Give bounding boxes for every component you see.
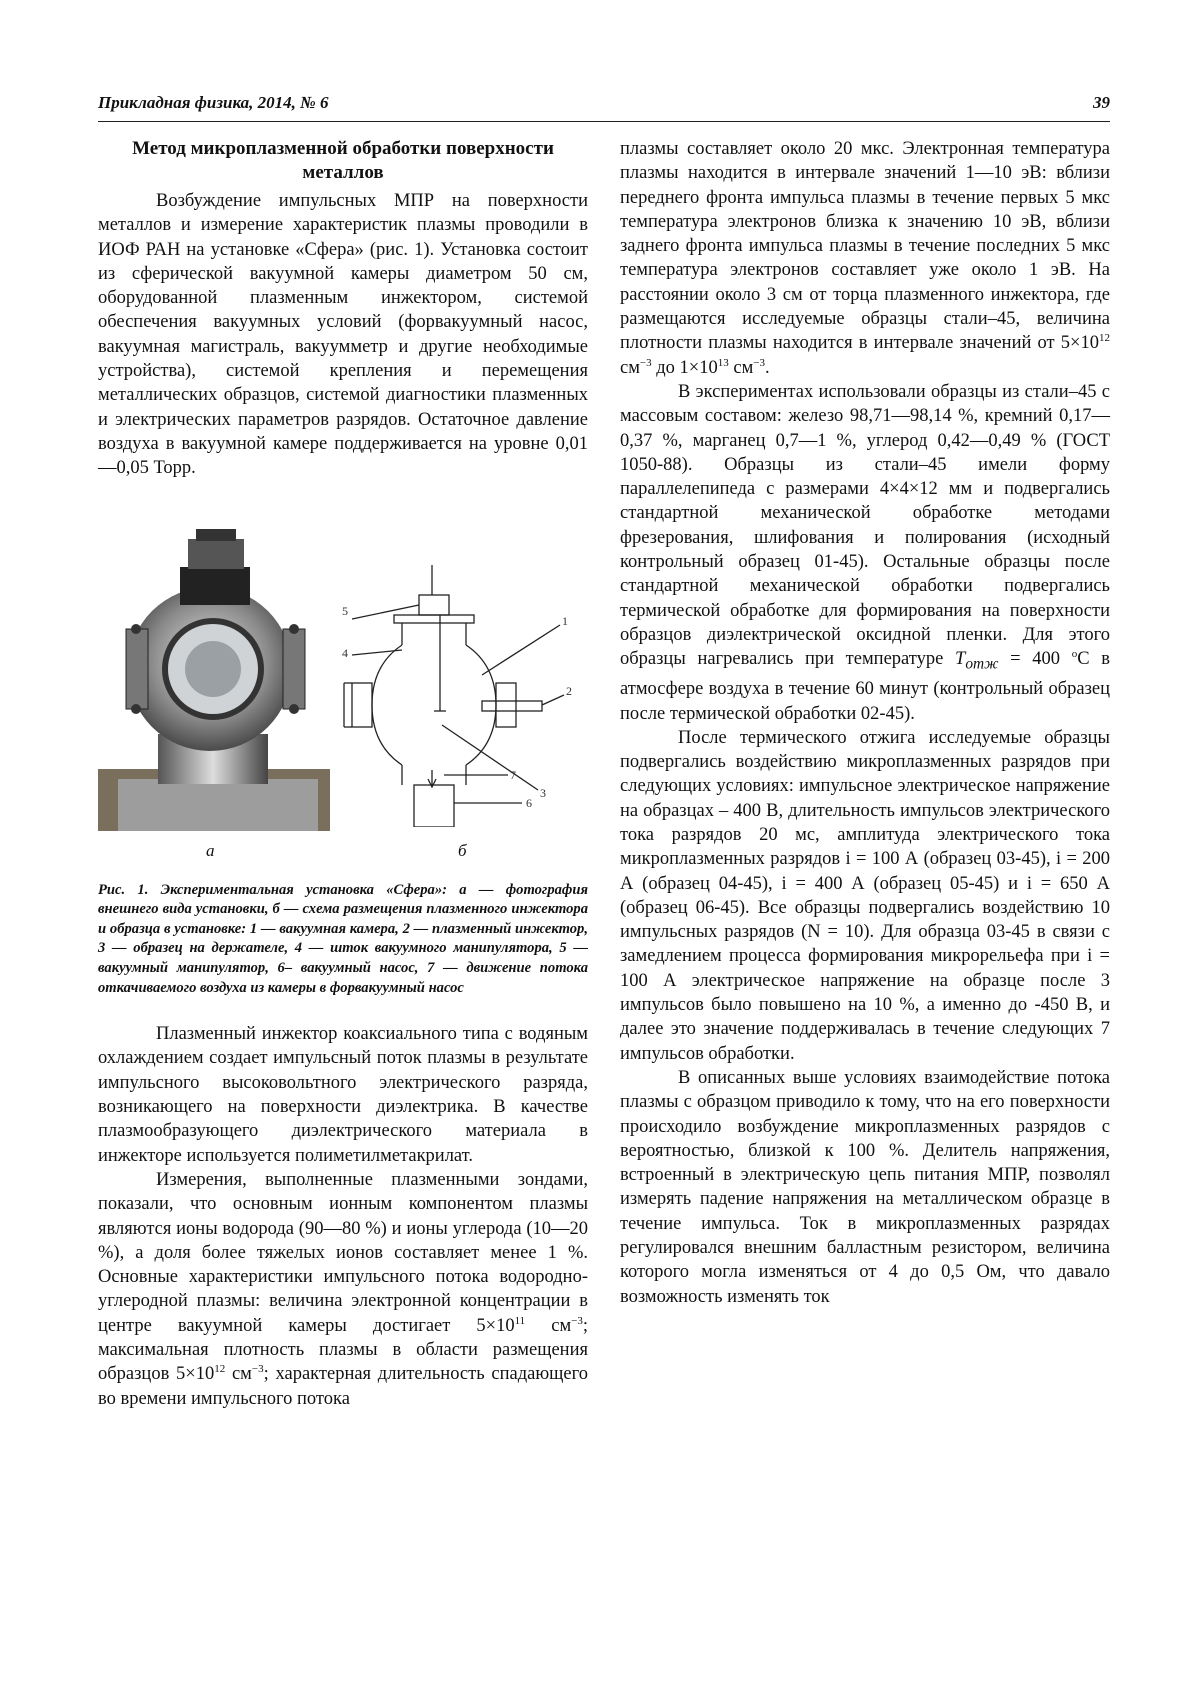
paragraph: Измерения, выполненные плазменными зондами, показали, что основным ионным компонентом плазмы являются ионы водорода (90—80 %) и ионы углерода (10—20 %), а доля более тяжелых ионов составляет менее 1 %. Основные характеристики импульсного потока водородно-углеродной плазмы: величина электронной концентрации в центре вакуумной камеры достигает $5\times 10^{11}$ $см^{-3}$; максимальная плотность плазмы в области размещения образцов $5\times 10^{12}$ $см^{-3}$; характерная длительность спадающего во времени импульсного потока	[98, 1169, 589, 1409]
paragraph: После термического отжига исследуемые образцы подвергались воздействию микроплазменных разрядов при следующих условиях: импульсное электрическое напряжение на образцах – 400 В, длительность импульсов электрического тока разрядов 20 мс, амплитуда электрического тока микроплазменных разрядов i = 100 А (образец 03-45), i = 200 А (образец 04-45), i = 400 А (образец 05-45) и i = 650 А (образец 06-45). Все образцы подвергались воздействию 10 импульсных разрядов (N = 10). Для образца 03-45 в связи с замедлением процесса формирования микрорельефа при i = 100 А электрическое напряжение на образце после 3 импульсов было повышено на 10 %, а именно до -450 В, и далее это значение поддерживалась в течение следующих 7 импульсов обработки.	[620, 727, 1110, 1064]
right-column	[620, 137, 1110, 1309]
figure-label-b: б	[458, 840, 467, 860]
paragraph: Возбуждение импульсных МПР на поверхности металлов и измерение характеристик плазмы проводили в ИОФ РАН на установке «Сфера» (рис. 1). Установка состоит из сферической вакуумной камеры диаметром 50 см, оборудованной плазменным инжектором, системой обеспечения вакуумных условий (форвакуумный насос, вакуумная магистраль, вакуумметр и другие необходимые устройства), системой крепления и перемещения металлических образцов, системой диагностики плазменных и электрических параметров разрядов. Остаточное давление воздуха в вакуумной камере поддерживается на уровне 0,01—0,05 Торр.	[98, 191, 588, 479]
setup-photo	[98, 529, 330, 831]
paragraph: Плазменный инжектор коаксиального типа с водяным охлаждением создает импульсный поток плазмы в результате импульсного высоковольтного электрического разряда, возникающего на поверхности диэлектрика. В качестве плазмообразующего диэлектрического материала в инжекторе используется полиметилметакрилат.	[98, 1024, 588, 1166]
schema-label-6: 6	[526, 795, 532, 810]
figure-label-a: а	[206, 840, 215, 860]
figure-caption: Рис. 1. Экспериментальная установка «Сфера»: а — фотография внешнего вида установки, б — схема размещения плазменного инжектора и образца в установке: 1 — вакуумная камера, 2 — плазменный инжектор, 3 — образец на держателе, 4 — шток вакуумного манипулятора, 5 — вакуумный манипулятор, 6– вакуумный насос, 7 — движение потока откачиваемого воздуха из камеры в форвакуумный насос	[98, 881, 588, 996]
header-rule	[98, 121, 1110, 122]
schema-label-3: 3	[540, 785, 546, 800]
left-column	[98, 137, 588, 1411]
paragraph: В описанных выше условиях взаимодействие потока плазмы с образцом приводило к тому, что на его поверхности происходило возбуждение микроплазменных разрядов с вероятностью, близкой к 100 %. Делитель напряжения, встроенный в электрическую цепь питания МПР, позволял измерять падение напряжения на металлическом образце в течение импульса. Ток в микроплазменных разрядах регулировался внешним балластным резистором, величина которого могла изменяться от 4 до 0,5 Ом, что давало возможность изменять ток	[620, 1067, 1110, 1307]
journal-title: Прикладная физика, 2014, № 6	[98, 93, 329, 112]
figure-1	[98, 529, 588, 867]
setup-schematic	[342, 565, 588, 827]
paragraph: В экспериментах использовали образцы из стали–45 с массовым составом: железо 98,71—98,14 %, кремний 0,17—0,37 %, марганец 0,7—1 %, углерод 0,42—0,49 % (ГОСТ 1050-88). Образцы из стали–45 имели форму параллелепипеда с размерами 4×4×12 мм и подвергались стандартной механической обработке методами фрезерования, шлифования и полирования (исходный контрольный образец 01-45). Остальные образцы после стандартной механической обработки подвергались термической обработке для формирования на поверхности образцов диэлектрической оксидной пленки. Для этого образцы нагревались при температуре $T_{отж} = 400$ $^о$С в атмосфере воздуха в течение 60 минут (контрольный образец после термической обработки 02-45).	[620, 381, 1110, 724]
page-number: 39	[1093, 93, 1110, 112]
section-title: Метод микроплазменной обработки поверхности металлов	[132, 138, 554, 183]
paragraph: плазмы составляет около 20 мкс. Электронная температура плазмы находится в интервале значений 1—10 эВ: вблизи переднего фронта импульса плазмы в течение первых 5 мкс температура электронов близка к значению 10 эВ, вблизи заднего фронта импульса плазмы в течение последних 5 мкс температура электронов составляет уже около 1 эВ. На расстоянии около 3 см от торца плазменного инжектора, где размещаются исследуемые образцы стали–45, величина плотности плазмы находится в интервале значений от $5\times 10^{12}$ $см^{-3}$ до $1\times 10^{13}$ $см^{-3}$.	[620, 139, 1110, 378]
schema-label-5: 5	[342, 603, 348, 618]
schema-label-2: 2	[566, 683, 572, 698]
running-header	[98, 93, 1110, 117]
schema-label-4: 4	[342, 645, 348, 660]
schema-label-7: 7	[510, 767, 516, 782]
schema-label-1: 1	[562, 613, 568, 628]
